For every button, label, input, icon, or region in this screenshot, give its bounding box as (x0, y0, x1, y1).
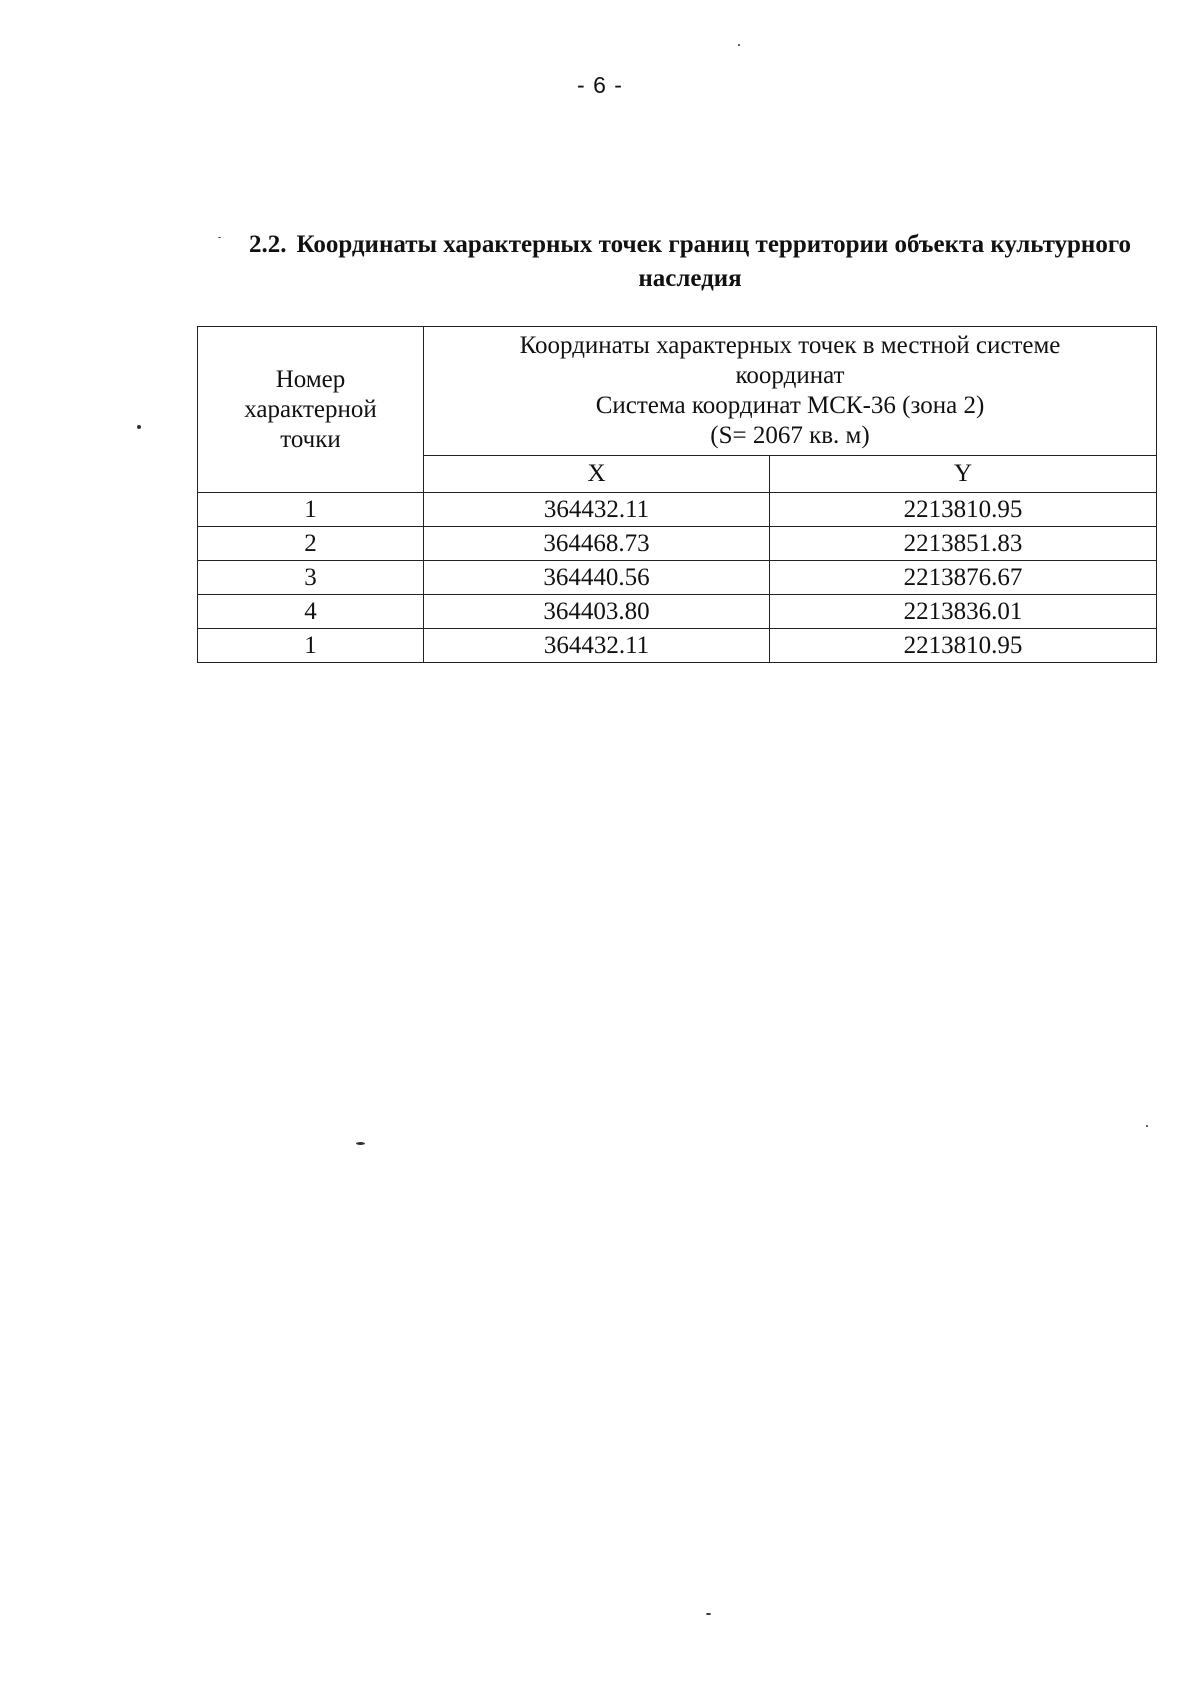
group-header-line: координат (735, 362, 845, 389)
group-header-line: Система координат МСК-36 (зона 2) (595, 392, 985, 419)
point-header-line: Номер (275, 365, 346, 393)
x-coordinate-cell: 364440.56 (424, 561, 770, 595)
x-coordinate-cell: 364432.11 (424, 493, 770, 527)
x-column-header: X (424, 456, 770, 493)
table-row (198, 595, 1157, 629)
coordinates-table (197, 326, 1157, 663)
point-header-line: характерной (244, 395, 377, 423)
page-number: - 6 - (577, 72, 623, 98)
scan-speck (137, 425, 141, 429)
point-header-line: точки (280, 425, 341, 453)
y-coordinate-cell: 2213836.01 (770, 595, 1157, 629)
coordinate-system-header (424, 327, 1157, 456)
section-number: 2.2. (248, 231, 287, 258)
point-number-cell: 2 (198, 527, 424, 561)
scan-speck (706, 1613, 711, 1615)
point-number-cell: 3 (198, 561, 424, 595)
scan-speck (738, 44, 740, 46)
x-coordinate-cell: 364468.73 (424, 527, 770, 561)
y-column-header: Y (770, 456, 1157, 493)
section-title-text: Координаты характерных точек границ территории объекта культурного наследия (296, 231, 1132, 292)
point-number-cell: 1 (198, 629, 424, 663)
y-coordinate-cell: 2213810.95 (770, 493, 1157, 527)
y-coordinate-cell: 2213851.83 (770, 527, 1157, 561)
point-number-header (198, 327, 424, 493)
scan-speck (218, 237, 221, 238)
group-header-line: (S= 2067 кв. м) (710, 422, 870, 449)
x-coordinate-cell: 364432.11 (424, 629, 770, 663)
section-title (230, 228, 1150, 296)
scan-speck (1146, 1125, 1148, 1127)
table-row (198, 493, 1157, 527)
table-row (198, 527, 1157, 561)
table-row (198, 629, 1157, 663)
point-number-cell: 4 (198, 595, 424, 629)
group-header-line: Координаты характерных точек в местной системе (519, 332, 1061, 359)
scan-speck (356, 1142, 365, 1145)
point-number-cell: 1 (198, 493, 424, 527)
table-row (198, 561, 1157, 595)
y-coordinate-cell: 2213810.95 (770, 629, 1157, 663)
y-coordinate-cell: 2213876.67 (770, 561, 1157, 595)
x-coordinate-cell: 364403.80 (424, 595, 770, 629)
